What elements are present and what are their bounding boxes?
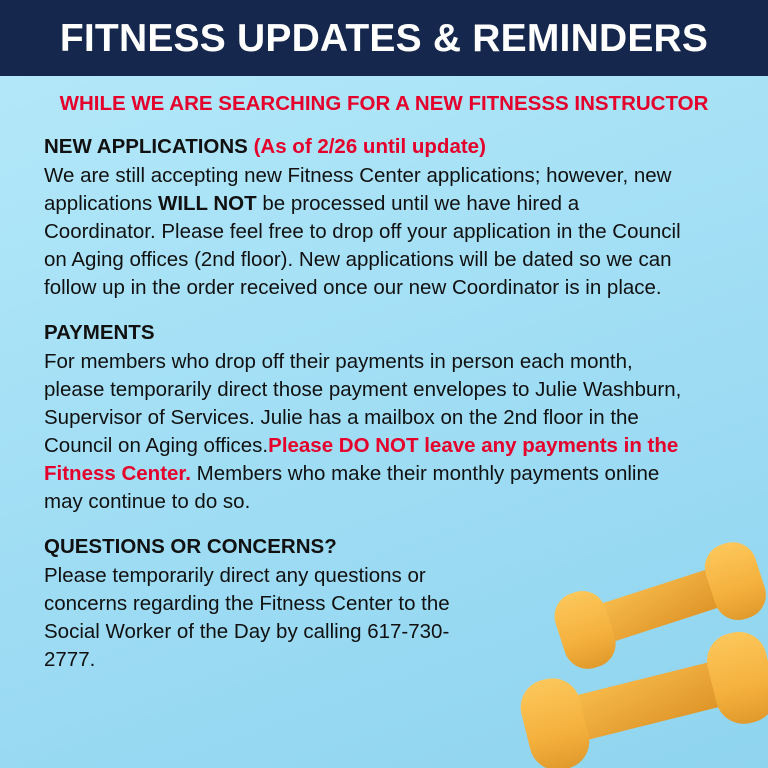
section-body-new-applications [44,162,684,302]
payments-warning-text: Please DO NOT leave any payments in the Fitness Center. [44,433,679,485]
section-heading-payments: PAYMENTS [44,321,155,345]
payments-text-part2: Members who make their monthly payments online may continue to do so. [44,461,660,514]
header-bar [0,0,768,76]
payments-text-part1: For members who drop off their payments in person each month, please temporarily direct those payment envelopes to Julie Washburn, Supervisor of Services. Julie has a mailbox on the 2nd floor in the Council on Aging offices. [44,349,682,457]
section-body-payments [44,348,684,516]
body-text-part2: be processed until we have hired a Coordinator. Please feel free to drop off your application in the Council on Aging offices (2nd floor). New applications will be dated so we can follow up in the order received once our new Coordinator is in place. [44,191,681,299]
section-payments [44,320,742,516]
heading-date-note: (As of 2/26 until update) [253,135,486,158]
section-new-applications [44,134,742,302]
heading-label: NEW APPLICATIONS [44,135,248,158]
section-heading-new-applications [44,134,742,160]
body-text-part1: We are still accepting new Fitness Center applications; however, new applications [44,163,672,215]
content-area [0,116,768,674]
section-questions [44,534,742,674]
subheader-text: WHILE WE ARE SEARCHING FOR A NEW FITNESSS INSTRUCTOR [59,92,709,115]
body-text-emphasis: WILL NOT [157,191,257,215]
section-body-questions: Please temporarily direct any questions or concerns regarding the Fitness Center to the Social Worker of the Day by calling 617-730-2777. [44,563,450,671]
page-title: FITNESS UPDATES & REMINDERS [59,16,709,60]
section-heading-questions: QUESTIONS OR CONCERNS? [44,535,337,559]
